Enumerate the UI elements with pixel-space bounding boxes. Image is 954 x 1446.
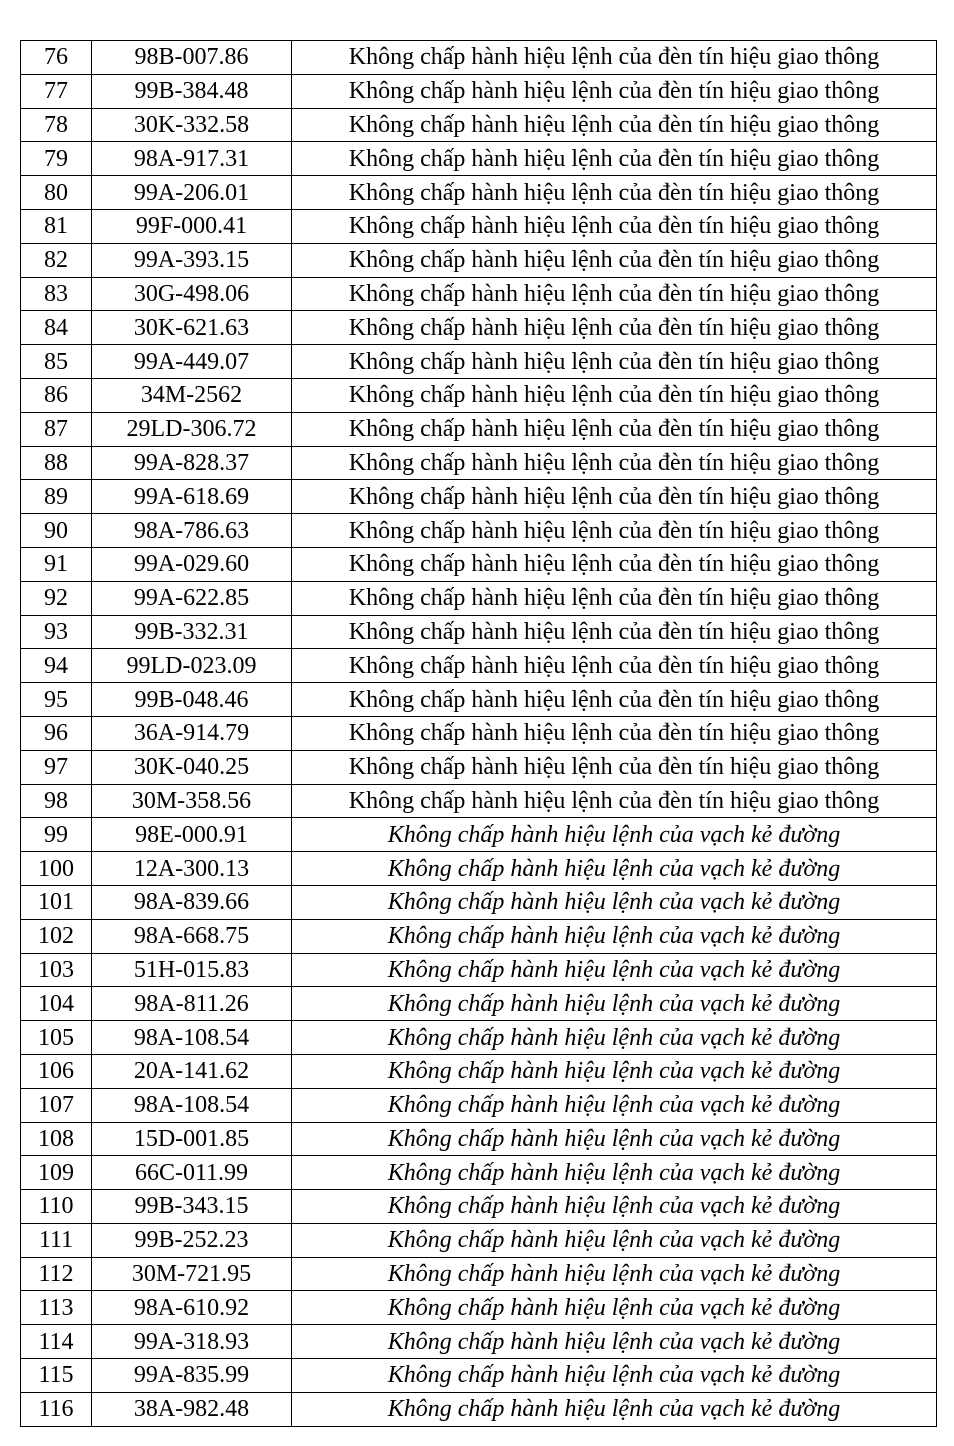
row-number: 94	[21, 649, 92, 683]
license-plate: 12A-300.13	[92, 852, 292, 886]
row-number: 96	[21, 716, 92, 750]
table-row	[21, 108, 937, 142]
license-plate: 99A-449.07	[92, 345, 292, 379]
license-plate: 30K-040.25	[92, 750, 292, 784]
table-row	[21, 581, 937, 615]
table-row	[21, 1088, 937, 1122]
violation-description: Không chấp hành hiệu lệnh của đèn tín hiệu giao thông	[292, 243, 937, 277]
license-plate: 98A-811.26	[92, 987, 292, 1021]
license-plate: 99B-384.48	[92, 74, 292, 108]
license-plate: 30K-332.58	[92, 108, 292, 142]
violation-description: Không chấp hành hiệu lệnh của vạch kẻ đường	[292, 1190, 937, 1224]
table-row	[21, 649, 937, 683]
violation-description: Không chấp hành hiệu lệnh của vạch kẻ đường	[292, 818, 937, 852]
table-row	[21, 750, 937, 784]
violation-description: Không chấp hành hiệu lệnh của đèn tín hiệu giao thông	[292, 378, 937, 412]
row-number: 115	[21, 1359, 92, 1393]
license-plate: 99F-000.41	[92, 209, 292, 243]
row-number: 80	[21, 176, 92, 210]
table-row	[21, 919, 937, 953]
license-plate: 99A-618.69	[92, 480, 292, 514]
violation-description: Không chấp hành hiệu lệnh của vạch kẻ đường	[292, 852, 937, 886]
table-row	[21, 1257, 937, 1291]
table-row	[21, 1223, 937, 1257]
table-row	[21, 784, 937, 818]
table-row	[21, 277, 937, 311]
violation-description: Không chấp hành hiệu lệnh của đèn tín hiệu giao thông	[292, 277, 937, 311]
violation-description: Không chấp hành hiệu lệnh của đèn tín hiệu giao thông	[292, 345, 937, 379]
violation-description: Không chấp hành hiệu lệnh của đèn tín hiệu giao thông	[292, 581, 937, 615]
table-row	[21, 547, 937, 581]
violation-description: Không chấp hành hiệu lệnh của đèn tín hiệu giao thông	[292, 615, 937, 649]
violation-description: Không chấp hành hiệu lệnh của vạch kẻ đường	[292, 885, 937, 919]
violation-description: Không chấp hành hiệu lệnh của đèn tín hiệu giao thông	[292, 108, 937, 142]
license-plate: 99B-343.15	[92, 1190, 292, 1224]
license-plate: 98A-108.54	[92, 1088, 292, 1122]
license-plate: 98A-839.66	[92, 885, 292, 919]
license-plate: 30M-358.56	[92, 784, 292, 818]
table-row	[21, 1190, 937, 1224]
row-number: 114	[21, 1325, 92, 1359]
license-plate: 98A-108.54	[92, 1021, 292, 1055]
row-number: 111	[21, 1223, 92, 1257]
license-plate: 98B-007.86	[92, 41, 292, 75]
license-plate: 99LD-023.09	[92, 649, 292, 683]
license-plate: 30G-498.06	[92, 277, 292, 311]
violation-description: Không chấp hành hiệu lệnh của vạch kẻ đường	[292, 1392, 937, 1426]
license-plate: 99A-835.99	[92, 1359, 292, 1393]
license-plate: 36A-914.79	[92, 716, 292, 750]
violation-description: Không chấp hành hiệu lệnh của đèn tín hiệu giao thông	[292, 176, 937, 210]
row-number: 108	[21, 1122, 92, 1156]
row-number: 97	[21, 750, 92, 784]
row-number: 100	[21, 852, 92, 886]
row-number: 99	[21, 818, 92, 852]
table-row	[21, 1359, 937, 1393]
violation-description: Không chấp hành hiệu lệnh của vạch kẻ đường	[292, 1054, 937, 1088]
violation-description: Không chấp hành hiệu lệnh của vạch kẻ đường	[292, 1359, 937, 1393]
table-row	[21, 41, 937, 75]
violation-description: Không chấp hành hiệu lệnh của đèn tín hiệu giao thông	[292, 514, 937, 548]
table-row	[21, 1291, 937, 1325]
row-number: 88	[21, 446, 92, 480]
license-plate: 20A-141.62	[92, 1054, 292, 1088]
table-row	[21, 1325, 937, 1359]
row-number: 116	[21, 1392, 92, 1426]
violations-table	[20, 40, 937, 1427]
violation-description: Không chấp hành hiệu lệnh của vạch kẻ đường	[292, 1257, 937, 1291]
table-row	[21, 142, 937, 176]
table-row	[21, 987, 937, 1021]
table-row	[21, 1054, 937, 1088]
violation-description: Không chấp hành hiệu lệnh của đèn tín hiệu giao thông	[292, 716, 937, 750]
violation-description: Không chấp hành hiệu lệnh của vạch kẻ đường	[292, 1223, 937, 1257]
row-number: 98	[21, 784, 92, 818]
row-number: 83	[21, 277, 92, 311]
row-number: 78	[21, 108, 92, 142]
violation-description: Không chấp hành hiệu lệnh của đèn tín hiệu giao thông	[292, 412, 937, 446]
table-row	[21, 1156, 937, 1190]
table-row	[21, 412, 937, 446]
table-row	[21, 345, 937, 379]
violation-description: Không chấp hành hiệu lệnh của vạch kẻ đường	[292, 1156, 937, 1190]
row-number: 107	[21, 1088, 92, 1122]
row-number: 82	[21, 243, 92, 277]
row-number: 86	[21, 378, 92, 412]
row-number: 95	[21, 683, 92, 717]
violation-description: Không chấp hành hiệu lệnh của đèn tín hiệu giao thông	[292, 446, 937, 480]
license-plate: 29LD-306.72	[92, 412, 292, 446]
violation-description: Không chấp hành hiệu lệnh của vạch kẻ đường	[292, 1291, 937, 1325]
table-row	[21, 514, 937, 548]
violation-description: Không chấp hành hiệu lệnh của đèn tín hiệu giao thông	[292, 784, 937, 818]
license-plate: 98A-917.31	[92, 142, 292, 176]
row-number: 85	[21, 345, 92, 379]
violation-description: Không chấp hành hiệu lệnh của vạch kẻ đường	[292, 919, 937, 953]
table-row	[21, 378, 937, 412]
row-number: 113	[21, 1291, 92, 1325]
license-plate: 38A-982.48	[92, 1392, 292, 1426]
violation-description: Không chấp hành hiệu lệnh của đèn tín hiệu giao thông	[292, 480, 937, 514]
row-number: 84	[21, 311, 92, 345]
license-plate: 98E-000.91	[92, 818, 292, 852]
license-plate: 99B-252.23	[92, 1223, 292, 1257]
table-row	[21, 176, 937, 210]
row-number: 87	[21, 412, 92, 446]
table-row	[21, 885, 937, 919]
row-number: 102	[21, 919, 92, 953]
row-number: 103	[21, 953, 92, 987]
violation-description: Không chấp hành hiệu lệnh của đèn tín hiệu giao thông	[292, 41, 937, 75]
violation-description: Không chấp hành hiệu lệnh của đèn tín hiệu giao thông	[292, 74, 937, 108]
row-number: 76	[21, 41, 92, 75]
violation-description: Không chấp hành hiệu lệnh của vạch kẻ đường	[292, 953, 937, 987]
license-plate: 99A-393.15	[92, 243, 292, 277]
row-number: 77	[21, 74, 92, 108]
license-plate: 99B-332.31	[92, 615, 292, 649]
violation-description: Không chấp hành hiệu lệnh của vạch kẻ đường	[292, 987, 937, 1021]
row-number: 110	[21, 1190, 92, 1224]
table-row	[21, 243, 937, 277]
license-plate: 99A-828.37	[92, 446, 292, 480]
license-plate: 15D-001.85	[92, 1122, 292, 1156]
table-row	[21, 615, 937, 649]
row-number: 92	[21, 581, 92, 615]
license-plate: 51H-015.83	[92, 953, 292, 987]
table-body	[21, 41, 937, 1427]
table-row	[21, 683, 937, 717]
license-plate: 98A-610.92	[92, 1291, 292, 1325]
row-number: 101	[21, 885, 92, 919]
violation-description: Không chấp hành hiệu lệnh của đèn tín hiệu giao thông	[292, 142, 937, 176]
violation-description: Không chấp hành hiệu lệnh của đèn tín hiệu giao thông	[292, 750, 937, 784]
license-plate: 99A-318.93	[92, 1325, 292, 1359]
table-row	[21, 209, 937, 243]
license-plate: 66C-011.99	[92, 1156, 292, 1190]
row-number: 79	[21, 142, 92, 176]
row-number: 91	[21, 547, 92, 581]
license-plate: 99A-029.60	[92, 547, 292, 581]
table-row	[21, 716, 937, 750]
license-plate: 98A-668.75	[92, 919, 292, 953]
row-number: 90	[21, 514, 92, 548]
table-row	[21, 446, 937, 480]
row-number: 104	[21, 987, 92, 1021]
row-number: 105	[21, 1021, 92, 1055]
table-row	[21, 311, 937, 345]
license-plate: 34M-2562	[92, 378, 292, 412]
row-number: 93	[21, 615, 92, 649]
table-row	[21, 480, 937, 514]
row-number: 106	[21, 1054, 92, 1088]
license-plate: 98A-786.63	[92, 514, 292, 548]
violation-description: Không chấp hành hiệu lệnh của vạch kẻ đường	[292, 1088, 937, 1122]
license-plate: 99A-206.01	[92, 176, 292, 210]
violation-description: Không chấp hành hiệu lệnh của đèn tín hiệu giao thông	[292, 683, 937, 717]
table-row	[21, 1122, 937, 1156]
license-plate: 99A-622.85	[92, 581, 292, 615]
table-row	[21, 74, 937, 108]
violation-description: Không chấp hành hiệu lệnh của vạch kẻ đường	[292, 1325, 937, 1359]
violation-description: Không chấp hành hiệu lệnh của vạch kẻ đường	[292, 1122, 937, 1156]
table-row	[21, 818, 937, 852]
table-row	[21, 953, 937, 987]
violation-description: Không chấp hành hiệu lệnh của đèn tín hiệu giao thông	[292, 311, 937, 345]
table-row	[21, 1392, 937, 1426]
license-plate: 99B-048.46	[92, 683, 292, 717]
row-number: 81	[21, 209, 92, 243]
license-plate: 30M-721.95	[92, 1257, 292, 1291]
license-plate: 30K-621.63	[92, 311, 292, 345]
table-row	[21, 1021, 937, 1055]
row-number: 109	[21, 1156, 92, 1190]
table-row	[21, 852, 937, 886]
violation-description: Không chấp hành hiệu lệnh của đèn tín hiệu giao thông	[292, 209, 937, 243]
row-number: 89	[21, 480, 92, 514]
violation-description: Không chấp hành hiệu lệnh của đèn tín hiệu giao thông	[292, 547, 937, 581]
violation-description: Không chấp hành hiệu lệnh của đèn tín hiệu giao thông	[292, 649, 937, 683]
row-number: 112	[21, 1257, 92, 1291]
violation-description: Không chấp hành hiệu lệnh của vạch kẻ đường	[292, 1021, 937, 1055]
